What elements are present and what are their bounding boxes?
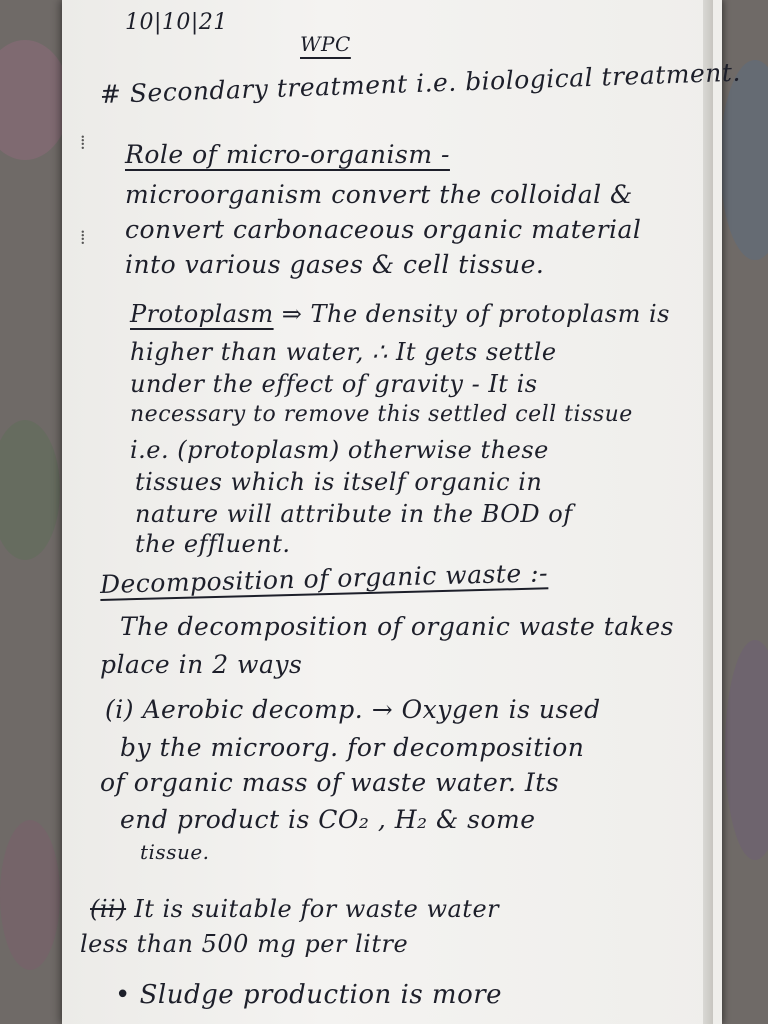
protoplasm-line: tissues which is itself organic in: [135, 468, 543, 496]
role-line: microorganism convert the colloidal &: [125, 180, 633, 209]
margin-doodle-icon: ⁞: [80, 130, 86, 154]
protoplasm-line: nature will attribute in the BOD of: [135, 500, 573, 528]
aerobic-line: tissue.: [140, 840, 210, 864]
protoplasm-text: ⇒ The density of protoplasm is: [281, 300, 670, 328]
point-ii-text: It is suitable for waste water: [134, 895, 500, 923]
margin-doodle-icon: ⁞: [80, 225, 86, 249]
protoplasm-line: necessary to remove this settled cell tissue: [130, 402, 633, 427]
role-line: convert carbonaceous organic material: [125, 215, 642, 244]
note-date: 10|10|21: [125, 10, 228, 35]
aerobic-line: end product is CO₂ , H₂ & some: [120, 805, 536, 834]
protoplasm-line: i.e. (protoplasm) otherwise these: [130, 436, 549, 464]
decomposition-title: Decomposition of organic waste :-: [99, 558, 549, 599]
point-ii-line: less than 500 mg per litre: [80, 930, 409, 958]
decomposition-line: The decomposition of organic waste takes: [120, 612, 674, 641]
protoplasm-line: under the effect of gravity - It is: [130, 370, 538, 398]
aerobic-line: of organic mass of waste water. Its: [100, 768, 560, 797]
point-ii-marker: (ii): [90, 895, 127, 923]
section-heading: # Secondary treatment i.e. biological treatment.: [99, 57, 742, 109]
aerobic-line: by the microorg. for decomposition: [120, 733, 585, 762]
role-title: Role of micro-organism -: [125, 140, 450, 169]
protoplasm-line: higher than water, ∴ It gets settle: [130, 338, 557, 366]
note-subject: WPC: [300, 32, 351, 56]
aerobic-line: (i) Aerobic decomp. → Oxygen is used: [105, 695, 601, 724]
decomposition-line: place in 2 ways: [100, 650, 303, 679]
protoplasm-line: the effluent.: [135, 530, 291, 558]
role-line: into various gases & cell tissue.: [125, 250, 545, 279]
protoplasm-title: Protoplasm: [130, 300, 274, 328]
sludge-line: • Sludge production is more: [115, 980, 503, 1010]
page-edge: [703, 0, 713, 1024]
